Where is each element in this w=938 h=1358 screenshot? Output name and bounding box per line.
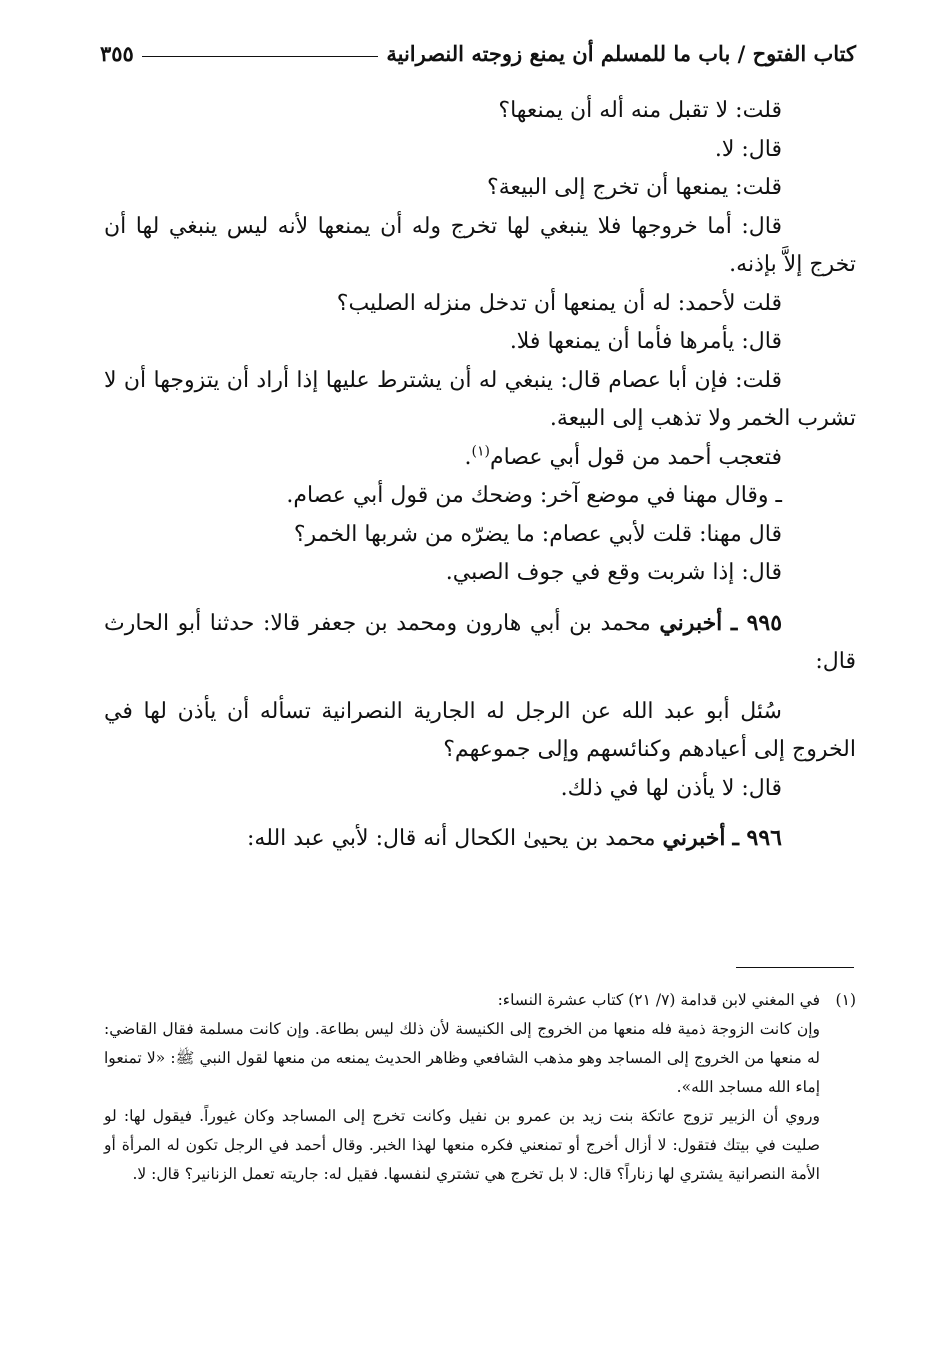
main-text (104, 92, 856, 859)
running-header (100, 30, 856, 66)
text-line: قلت: لا تقبل منه أله أن يمنعها؟ (498, 98, 782, 123)
footnote-source: في المغني لابن قدامة (٧/ ٢١) كتاب عشرة النساء: (497, 991, 820, 1009)
text-line: قلت: يمنعها أن تخرج إلى البيعة؟ (487, 175, 782, 200)
narration-keyword: أخبرني (662, 825, 726, 851)
page-number: ٣٥٥ (100, 41, 134, 66)
narration-keyword: أخبرني (659, 609, 723, 636)
text-line (104, 439, 856, 478)
text-line: قال: إذا شربت وقع في جوف الصبي. (445, 560, 782, 585)
narration-number: ٩٩٥ ـ (730, 609, 783, 636)
footnote-paragraph: وروي أن الزبير تزوج عاتكة بنت زيد بن عمرو بن نفيل وكانت تخرج إلى المساجد وكان غيوراً. فيقول لها: لو صليت في بيتك فتقول: لا أزال أخرج أو تمنعني فكره منعها لهذا الخبر. وقال أحمد في الرجل تكون له المرأة أو الأمة النصرانية يشتري لها زناراً؟ قال: لا بل تخرج هي تشتري لنفسها. فقيل له: جاريته تعمل الزنانير؟ قال: لا. (104, 1107, 820, 1183)
header-rule (142, 56, 379, 57)
footnote-mark: (١) (835, 991, 856, 1009)
footnotes (104, 986, 856, 1189)
narration-995 (104, 604, 856, 682)
text-paragraph: قلت: فإن أبا عصام قال: ينبغي له أن يشترط عليها إذا أراد أن يتزوجها أن لا تشرب الخمر ولا تذهب إلى البيعة. (104, 367, 856, 431)
text-paragraph: قال: أما خروجها فلا ينبغي لها تخرج وله أن يمنعها لأنه ليس ينبغي لها أن تخرج إلاَّ بإذنه. (104, 213, 856, 277)
text-span: فتعجب أحمد من قول أبي عصام (489, 444, 782, 470)
text-line: قال: لا. (714, 136, 782, 162)
text-line: قلت لأحمد: له أن يمنعها أن تدخل منزله الصليب؟ (336, 290, 782, 316)
narration-text: محمد بن يحيىٰ الكحال أنه قال: لأبي عبد الله: (246, 826, 656, 851)
footnote-paragraph: وإن كانت الزوجة ذمية فله منعها من الخروج إلى الكنيسة لأن ذلك ليس بطاعة. وإن كانت مسلمة فقال القاضي: له منعها من الخروج إلى المساجد وهو مذهب الشافعي وظاهر الحديث يمنعه من منعها لقول النبي ﷺ: «لا تمنعوا إماء الله مساجد الله». (104, 1020, 820, 1096)
text-line: ـ وقال مهنا في موضع آخر: وضحك من قول أبي عصام. (286, 483, 782, 508)
footnote-reference: (١) (471, 443, 490, 460)
footnote-separator (736, 967, 854, 968)
chapter-title: كتاب الفتوح / باب ما للمسلم أن يمنع زوجته النصرانية (386, 41, 856, 66)
text-line: قال: لا يأذن لها في ذلك. (560, 775, 782, 801)
text-line: قال: يأمرها فأما أن يمنعها فلا. (509, 329, 782, 354)
narration-996 (104, 819, 856, 859)
text-line: قال مهنا: قلت لأبي عصام: ما يضرّه من شربها الخمر؟ (293, 521, 782, 547)
text-span: . (464, 444, 472, 470)
narration-number: ٩٩٦ ـ (732, 825, 782, 851)
narration-text: محمد بن أبي هارون ومحمد بن جعفر قالا: حدثنا أبو الحارث قال: (104, 610, 856, 674)
text-paragraph: سُئل أبو عبد الله عن الرجل له الجارية النصرانية تسأله أن يأذن لها في الخروج إلى أعيادهم وكنائسهم وإلى جموعهم؟ (104, 698, 856, 762)
footnote-line (104, 986, 856, 1015)
